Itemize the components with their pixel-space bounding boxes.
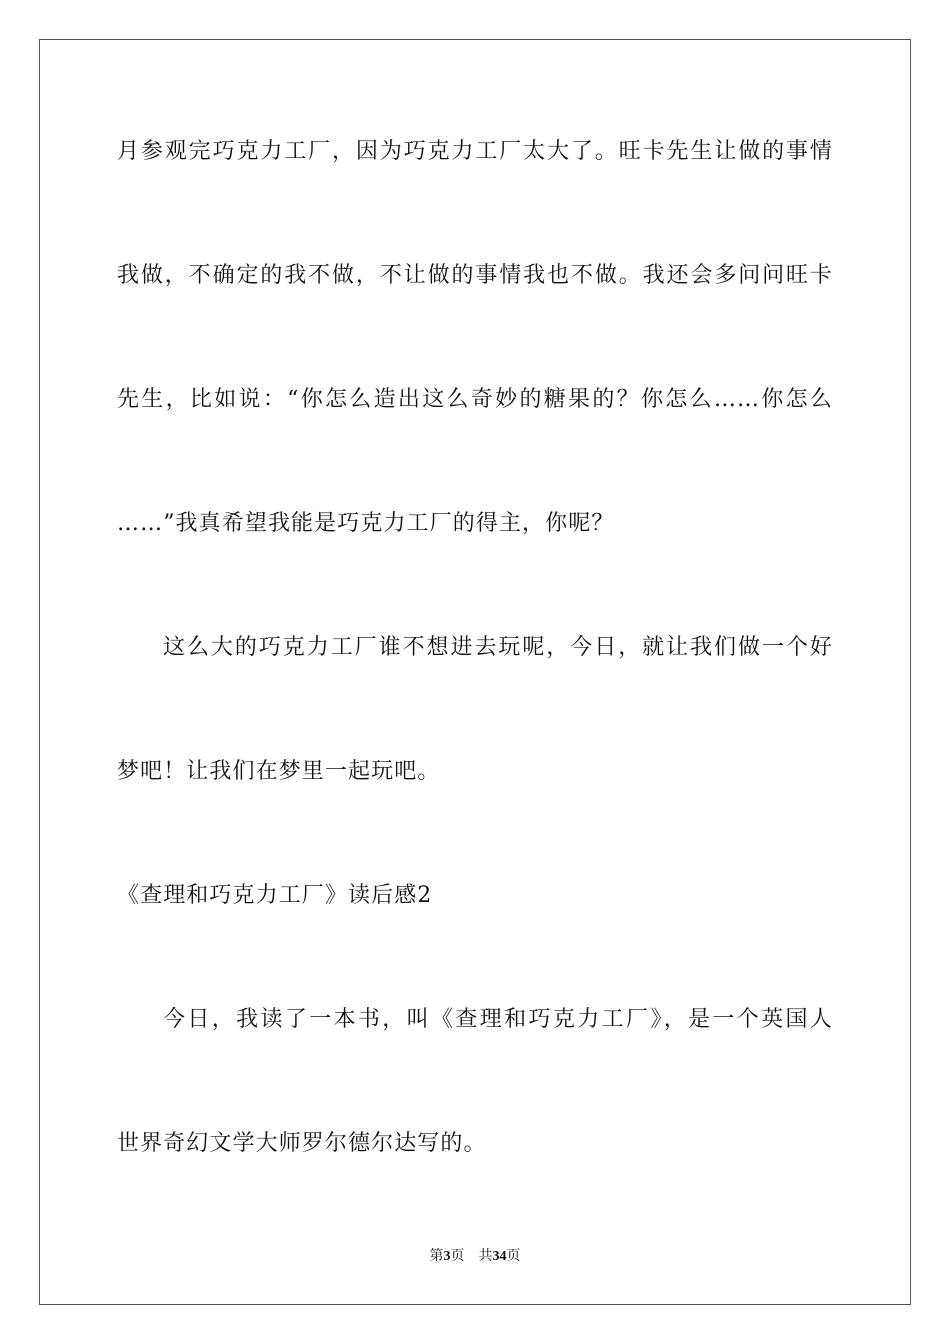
footer-page-suffix: 页: [450, 1249, 465, 1264]
footer-page-prefix: 第: [429, 1249, 444, 1264]
footer-total-prefix: 共: [478, 1249, 493, 1264]
body-text-line-2: 我做，不确定的我不做，不让做的事情我也不做。我还会多问问旺卡: [117, 263, 833, 288]
body-text-line-3: 先生，比如说：“你怎么造出这么奇妙的糖果的？你怎么……你怎么: [117, 387, 833, 412]
section-heading: 《查理和巧克力工厂》读后感2: [117, 883, 433, 908]
paragraph-2-line-1: 这么大的巧克力工厂谁不想进去玩呢，今日，就让我们做一个好: [163, 635, 833, 660]
page-border: [39, 39, 911, 1305]
paragraph-3-line-2: 世界奇幻文学大师罗尔德尔达写的。: [117, 1131, 487, 1156]
footer-total-suffix: 页: [506, 1249, 521, 1264]
paragraph-2-line-2: 梦吧！让我们在梦里一起玩吧。: [117, 759, 441, 784]
paragraph-3-line-1: 今日，我读了一本书，叫《查理和巧克力工厂》，是一个英国人: [163, 1007, 833, 1032]
body-text-line-1: 月参观完巧克力工厂，因为巧克力工厂太大了。旺卡先生让做的事情: [117, 139, 833, 164]
page-footer: [0, 1247, 950, 1267]
footer-total-pages: 34: [492, 1249, 507, 1264]
footer-page-number: 3: [443, 1249, 451, 1264]
body-text-line-4: ……”我真希望我能是巧克力工厂的得主，你呢？: [117, 511, 615, 536]
